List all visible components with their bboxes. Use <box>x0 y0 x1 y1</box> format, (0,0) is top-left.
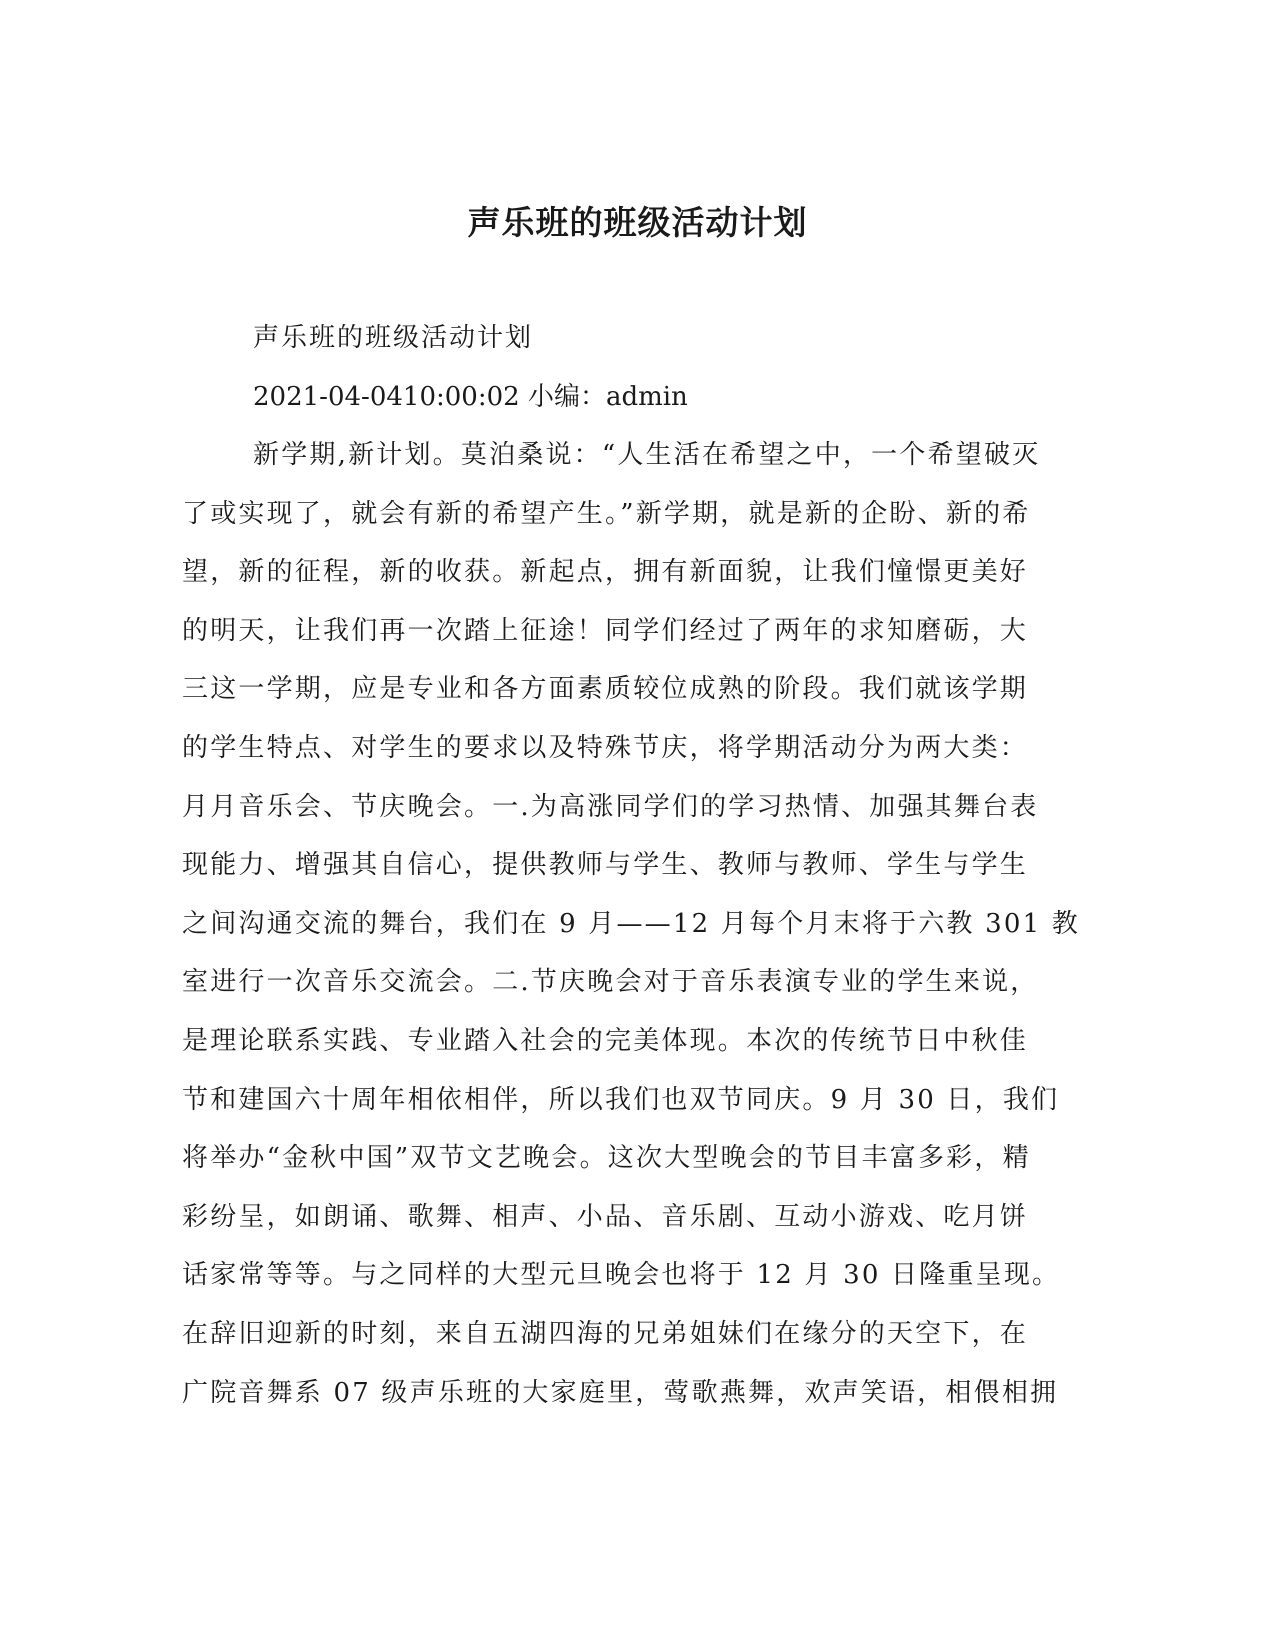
page-title: 声乐班的班级活动计划 <box>467 203 808 242</box>
body-line: 广院音舞系 07 级声乐班的大家庭里，莺歌燕舞，欢声笑语，相偎相拥 <box>182 1377 1059 1408</box>
body-line: 现能力、增强其自信心，提供教师与学生、教师与教师、学生与学生 <box>182 850 1029 881</box>
body-line: 是理论联系实践、专业踏入社会的完美体现。本次的传统节日中秋佳 <box>182 1025 1029 1056</box>
body-line: 在辞旧迎新的时刻，来自五湖四海的兄弟姐妹们在缘分的天空下，在 <box>182 1318 1029 1349</box>
body-text <box>182 433 1080 1429</box>
body-line: 月月音乐会、节庆晚会。一.为高涨同学们的学习热情、加强其舞台表 <box>182 791 1039 822</box>
body-line: 新学期,新计划。莫泊桑说：“人生活在希望之中，一个希望破灭 <box>253 440 1041 470</box>
body-line: 将举办“金秋中国”双节文艺晚会。这次大型晚会的节目丰富多彩，精 <box>182 1143 1031 1174</box>
body-line: 了或实现了，就会有新的希望产生。”新学期，就是新的企盼、新的希 <box>182 498 1031 529</box>
body-line: 话家常等等。与之同样的大型元旦晚会也将于 12 月 30 日隆重呈现。 <box>182 1260 1061 1291</box>
body-line: 室进行一次音乐交流会。二.节庆晚会对于音乐表演专业的学生来说， <box>182 967 1039 998</box>
body-line: 彩纷呈，如朗诵、歌舞、相声、小品、音乐剧、互动小游戏、吃月饼 <box>182 1201 1029 1232</box>
body-line: 望，新的征程，新的收获。新起点，拥有新面貌，让我们憧憬更美好 <box>182 557 1029 588</box>
body-line: 三这一学期，应是专业和各方面素质较位成熟的阶段。我们就该学期 <box>182 674 1029 705</box>
body-line: 之间沟通交流的舞台，我们在 9 月——12 月每个月末将于六教 301 教 <box>182 908 1080 939</box>
document-subtitle: 声乐班的班级活动计划 <box>253 323 534 353</box>
document-meta: 2021-04-0410:00:02 小编：admin <box>253 382 688 412</box>
body-line: 的明天，让我们再一次踏上征途！同学们经过了两年的求知磨砺，大 <box>182 615 1029 646</box>
body-line: 节和建国六十周年相依相伴，所以我们也双节同庆。9 月 30 日，我们 <box>182 1084 1060 1115</box>
body-line: 的学生特点、对学生的要求以及特殊节庆，将学期活动分为两大类： <box>182 732 1029 763</box>
